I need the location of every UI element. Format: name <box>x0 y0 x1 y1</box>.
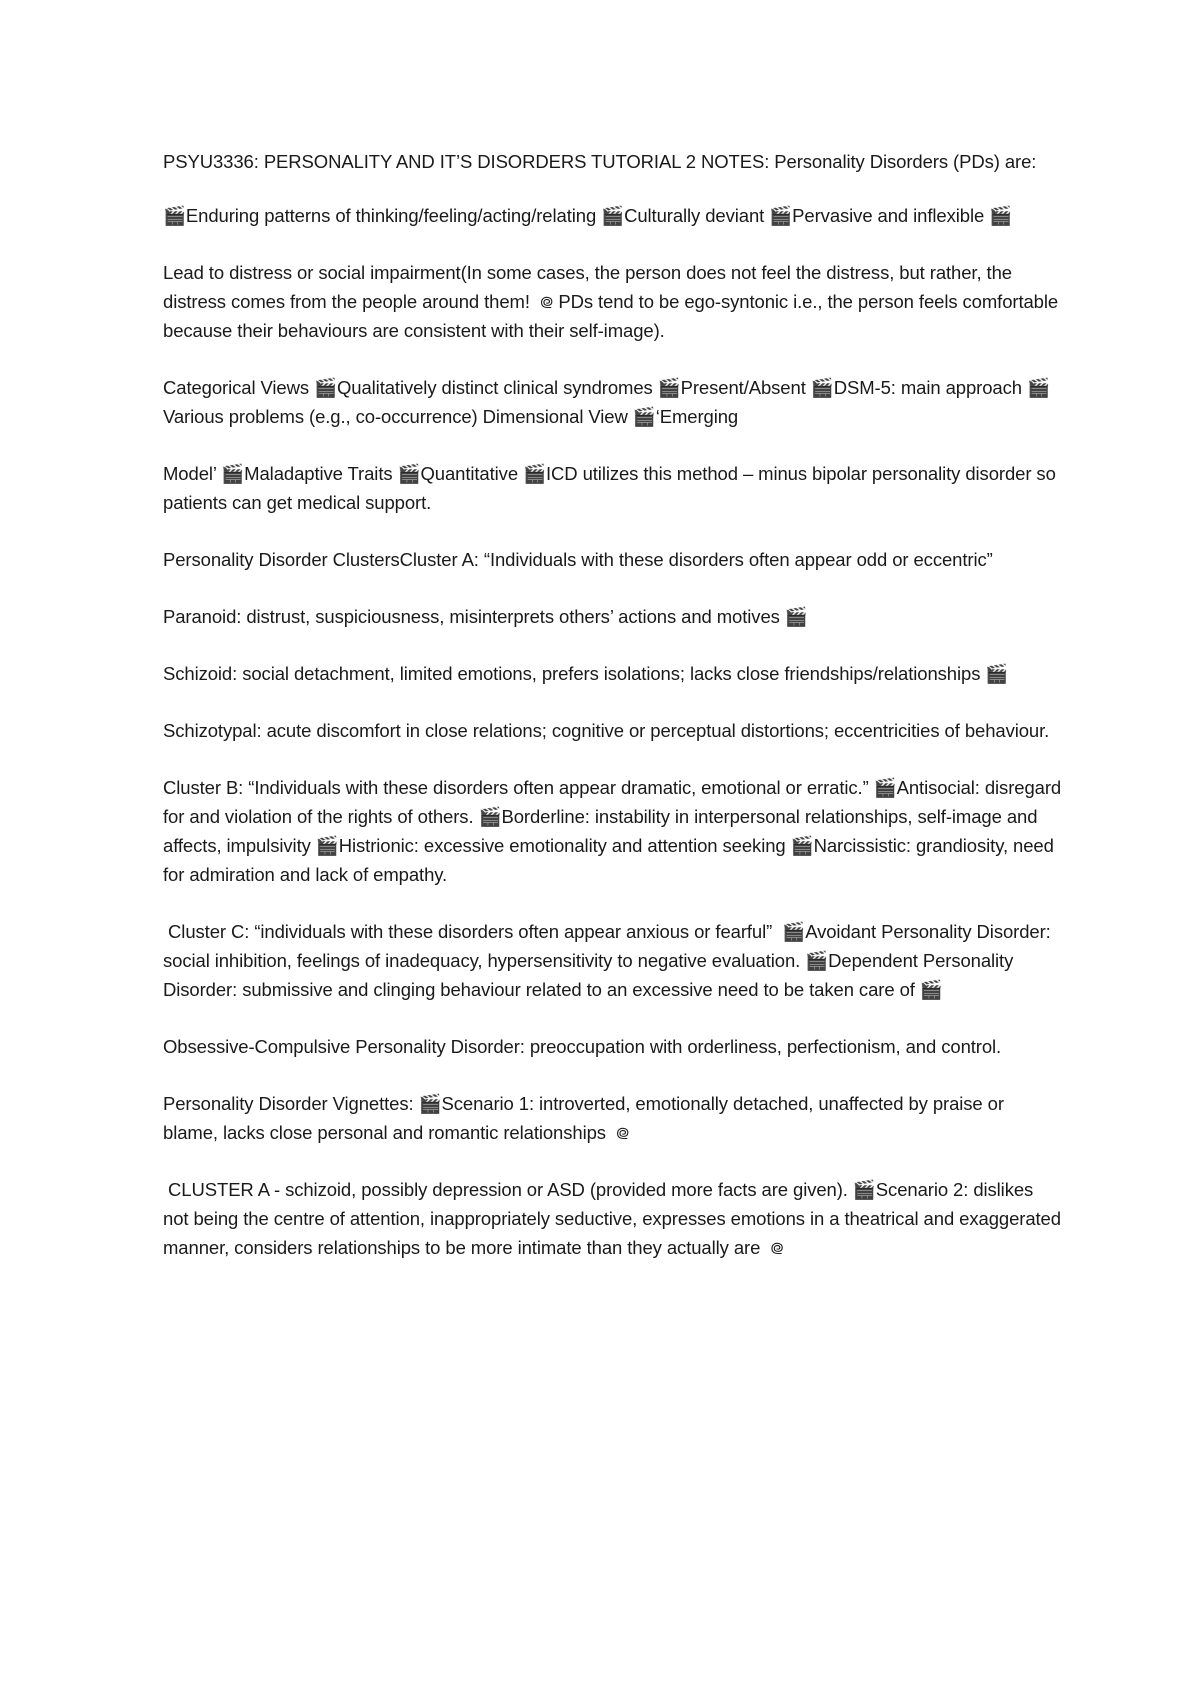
paragraph-ocpd: Obsessive-Compulsive Personality Disorder: preoccupation with orderliness, perfectionism, and control. <box>163 1036 1002 1057</box>
document-heading: PSYU3336: PERSONALITY AND IT’S DISORDERS TUTORIAL 2 NOTES: Personality Disorders (PDs) are: <box>163 151 1037 172</box>
paragraph-paranoid: Paranoid: distrust, suspiciousness, misinterprets others’ actions and motives 🎬 <box>163 606 808 627</box>
document-body <box>163 147 1067 1290</box>
paragraph-distress: Lead to distress or social impairment(In some cases, the person does not feel the distress, but rather, the distress comes from the people around them! ᪤ PDs tend to be ego-syntonic i.e., the person feels comfortable because their behaviours are consistent with their self-image). <box>163 262 1064 341</box>
paragraph-schizoid: Schizoid: social detachment, limited emotions, prefers isolations; lacks close friendships/relationships 🎬 <box>163 663 1009 684</box>
paragraph-dimensional-model: Model’ 🎬Maladaptive Traits 🎬Quantitative 🎬ICD utilizes this method – minus bipolar personality disorder so patients can get medical support. <box>163 463 1061 513</box>
paragraph-categorical-views: Categorical Views 🎬Qualitatively distinct clinical syndromes 🎬Present/Absent 🎬DSM-5: main approach 🎬Various problems (e.g., co-occurrence) Dimensional View 🎬‘Emerging <box>163 377 1050 427</box>
paragraph-schizotypal: Schizotypal: acute discomfort in close relations; cognitive or perceptual distortions; eccentricities of behaviour. <box>163 720 1050 741</box>
paragraph-cluster-c: Cluster C: “individuals with these disorders often appear anxious or fearful” 🎬Avoidant Personality Disorder: social inhibition, feelings of inadequacy, hypersensitivity to negative evaluation. 🎬Dependent Personality Disorder: submissive and clinging behaviour related to an excessive need to be taken care of 🎬 <box>163 921 1056 1000</box>
paragraph-pd-characteristics: 🎬Enduring patterns of thinking/feeling/acting/relating 🎬Culturally deviant 🎬Pervasive and inflexible 🎬 <box>163 205 1013 226</box>
paragraph-vignettes: Personality Disorder Vignettes: 🎬Scenario 1: introverted, emotionally detached, unaffected by praise or blame, lacks close personal and romantic relationships ᪤ <box>163 1093 1009 1143</box>
paragraph-scenario-answer: CLUSTER A - schizoid, possibly depression or ASD (provided more facts are given). 🎬Scenario 2: dislikes not being the centre of attention, inappropriately seductive, expresses emotions in a theatrical and exaggerated manner, considers relationships to be more intimate than they actually are ᪤ <box>163 1179 1066 1258</box>
paragraph-cluster-a: Personality Disorder ClustersCluster A: “Individuals with these disorders often appear odd or eccentric” <box>163 549 993 570</box>
paragraph-cluster-b: Cluster B: “Individuals with these disorders often appear dramatic, emotional or erratic.” 🎬Antisocial: disregard for and violation of the rights of others. 🎬Borderline: instability in interpersonal relationships, self-image and affects, impulsivity 🎬Histrionic: excessive emotionality and attention seeking 🎬Narcissistic: grandiosity, need for admiration and lack of empathy. <box>163 777 1067 885</box>
